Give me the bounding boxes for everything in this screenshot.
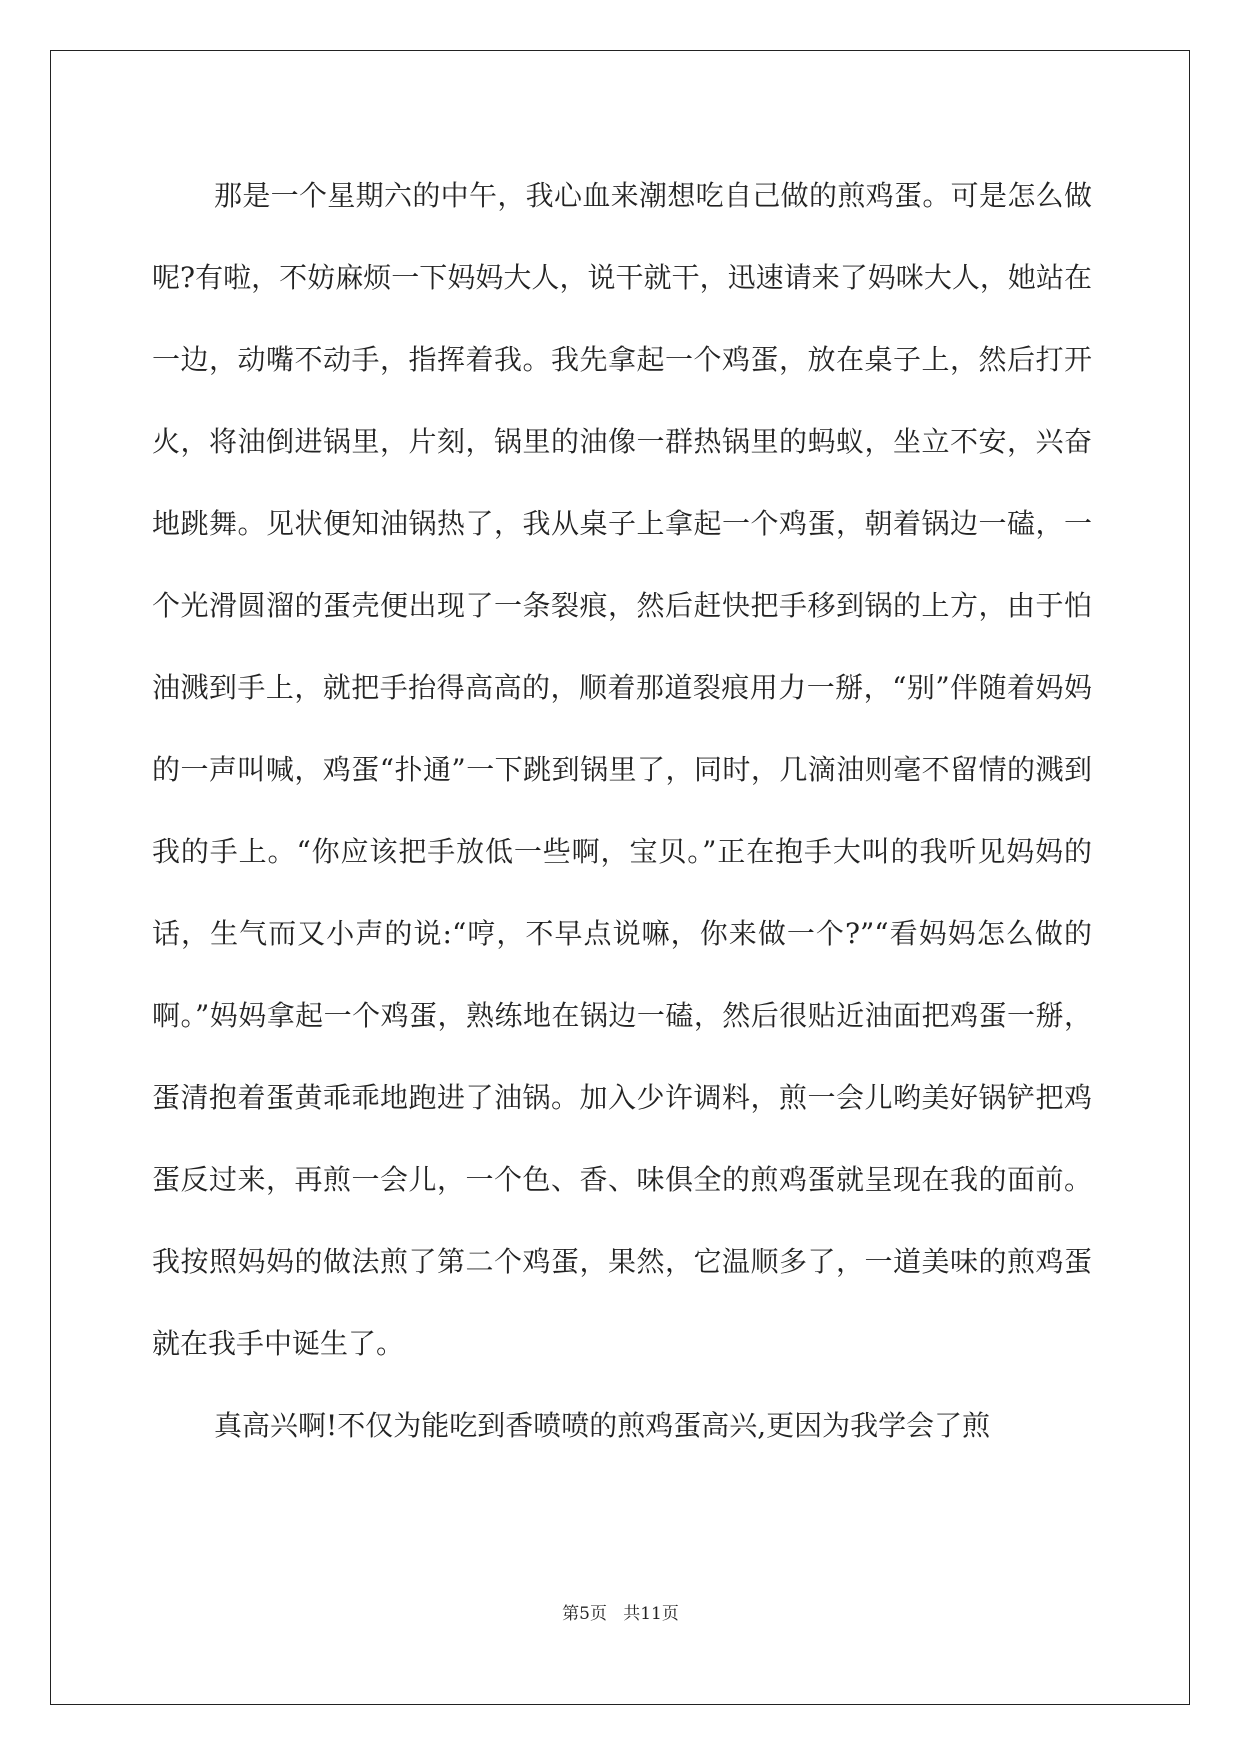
page-total: 共11页 [623, 1604, 679, 1624]
page-footer [0, 1599, 1241, 1624]
page-number: 第5页 [562, 1604, 607, 1624]
paragraph: 真高兴啊!不仅为能吃到香喷喷的煎鸡蛋高兴,更因为我学会了煎 [214, 1409, 991, 1442]
paragraph: 那是一个星期六的中午，我心血来潮想吃自己做的煎鸡蛋。可是怎么做呢?有啦，不妨麻烦一下妈妈大人，说干就干，迅速请来了妈咪大人，她站在一边，动嘴不动手，指挥着我。我先拿起一个鸡蛋，放在桌子上，然后打开火，将油倒进锅里，片刻，锅里的油像一群热锅里的蚂蚁，坐立不安，兴奋地跳舞。见状便知油锅热了，我从桌子上拿起一个鸡蛋，朝着锅边一磕，一个光滑圆溜的蛋壳便出现了一条裂痕，然后赶快把手移到锅的上方，由于怕油溅到手上，就把手抬得高高的，顺着那道裂痕用力一掰，“别”伴随着妈妈的一声叫喊，鸡蛋“扑通”一下跳到锅里了，同时，几滴油则毫不留情的溅到我的手上。“你应该把手放低一些啊，宝贝。”正在抱手大叫的我听见妈妈的话，生气而又小声的说:“哼，不早点说嘛，你来做一个?”“看妈妈怎么做的啊。”妈妈拿起一个鸡蛋，熟练地在锅边一磕，然后很贴近油面把鸡蛋一掰，蛋清抱着蛋黄乖乖地跑进了油锅。加入少许调料，煎一会儿哟美好锅铲把鸡蛋反过来，再煎一会儿，一个色、香、味俱全的煎鸡蛋就呈现在我的面前。我按照妈妈的做法煎了第二个鸡蛋，果然，它温顺多了，一道美味的煎鸡蛋就在我手中诞生了。 [152, 179, 1092, 1360]
document-body [152, 155, 1092, 1467]
